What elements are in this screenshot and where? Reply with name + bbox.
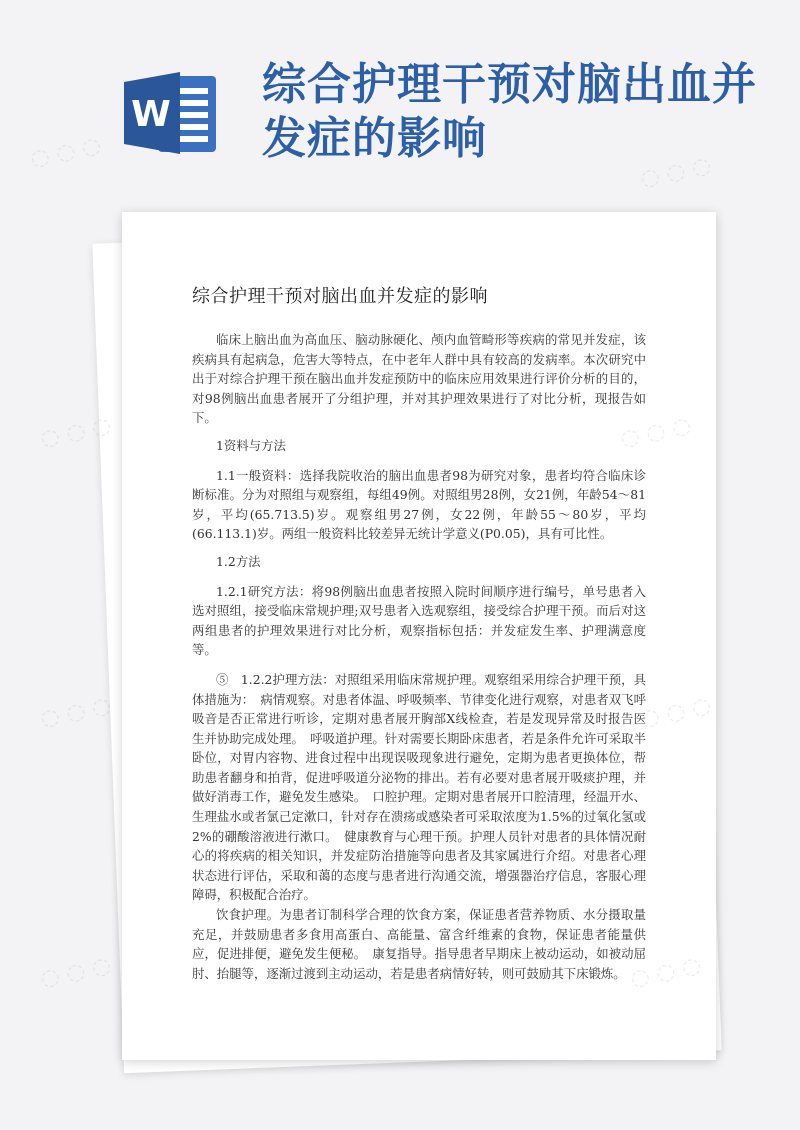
banner-title: 综合护理干预对脑出血并发症的影响 [262,59,757,164]
document-body [192,330,646,983]
watermark: ◌ ◌ ◌ [638,692,714,733]
document-page [122,212,716,1060]
watermark: ◌ ◌ ◌ [38,412,114,453]
watermark: ◌ ◌ ◌ [628,952,704,993]
paragraph-general-data: 1.1一般资料：选择我院收治的脑出血患者98为研究对象，患者均符合临床诊断标准。分为对照组与观察组，每组49例。对照组男28例，女21例，年龄54～81岁，平均(65.713.5)岁。观察组男27例，女22例，年龄55～80岁，平均(66.113.1)岁。两组一般资料比较差异无统计学意义(P0.05)，具有可比性。 [192,467,646,542]
paragraph-diet-rehab: 饮食护理。为患者订制科学合理的饮食方案，保证患者营养物质、水分摄取量充足，并鼓励患者多食用高蛋白、高能量、富含纤维素的食物，保证患者能量供应，促进排便，避免发生便秘。 康复指导。指导患者早期床上被动运动，如被动屈肘、抬腿等，逐渐过渡到主动运动，若是患者病情好转，则可鼓励其下床锻炼。 [192,907,646,981]
paragraph-intro: 临床上脑出血为高血压、脑动脉硬化、颅内血管畸形等疾病的常见并发症，该疾病具有起病急，危害大等特点，在中老年人群中具有较高的发病率。本次研究中出于对综合护理干预在脑出血并发症预防中的临床应用效果进行评价分析的目的，对98例脑出血患者展开了分组护理，并对其护理效果进行了对比分析，现报告如下。 [192,332,646,426]
document-title: 综合护理干预对脑出血并发症的影响 [192,286,488,307]
section-heading-methods: 1.2方法 [216,553,261,569]
word-document-icon [120,62,220,162]
watermark: ◌ ◌ ◌ [618,412,694,453]
watermark: ◌ ◌ ◌ [38,692,114,733]
watermark: ◌ ◌ ◌ [28,132,104,173]
word-logo-letter: W [131,94,171,135]
section-heading-materials-methods: 1资料与方法 [216,437,286,453]
paragraph-research-method: 1.2.1研究方法：将98例脑出血患者按照入院时间顺序进行编号，单号患者入选对照组，接受临床常规护理;双号患者入选观察组，接受综合护理干预。而后对这两组患者的护理效果进行对比分析，观察指标包括：并发症发生率、护理满意度等。 [192,583,646,658]
watermark: ◌ ◌ ◌ [38,952,114,993]
paragraph-nursing-method: ⑤ 1.2.2护理方法：对照组采用临床常规护理。观察组采用综合护理干预，具体措施为： 病情观察。对患者体温、呼吸频率、节律变化进行观察，对患者双飞呼吸音是否正常进行听诊，定期对患者展开胸部X线检查，若是发现异常及时报告医生并协助完成处理。 呼吸道护理。针对需要长期卧床患者，若是条件允许可采取半卧位，对胃内容物、进食过程中出现误吸现象进行避免，定期为患者更换体位，帮助患者翻身和拍背，促进呼吸道分泌物的排出。若有必要对患者展开吸痰护理，并做好消毒工作，避免发生感染。 口腔护理。定期对患者展开口腔清理，经温开水、生理盐水或者氯己定漱口，针对存在溃疡或感染者可采取浓度为1.5%的过氧化氢或2%的硼酸溶液进行漱口。 健康教育与心理干预。护理人员针对患者的具体情况耐心的将疾病的相关知识，并发症防治措施等向患者及其家属进行介绍。对患者心理状态进行评估，采取和蔼的态度与患者进行沟通交流，增强器治疗信息，客服心理障碍，积极配合治疗。 [192,671,646,903]
watermark: ◌ ◌ ◌ [638,152,714,193]
